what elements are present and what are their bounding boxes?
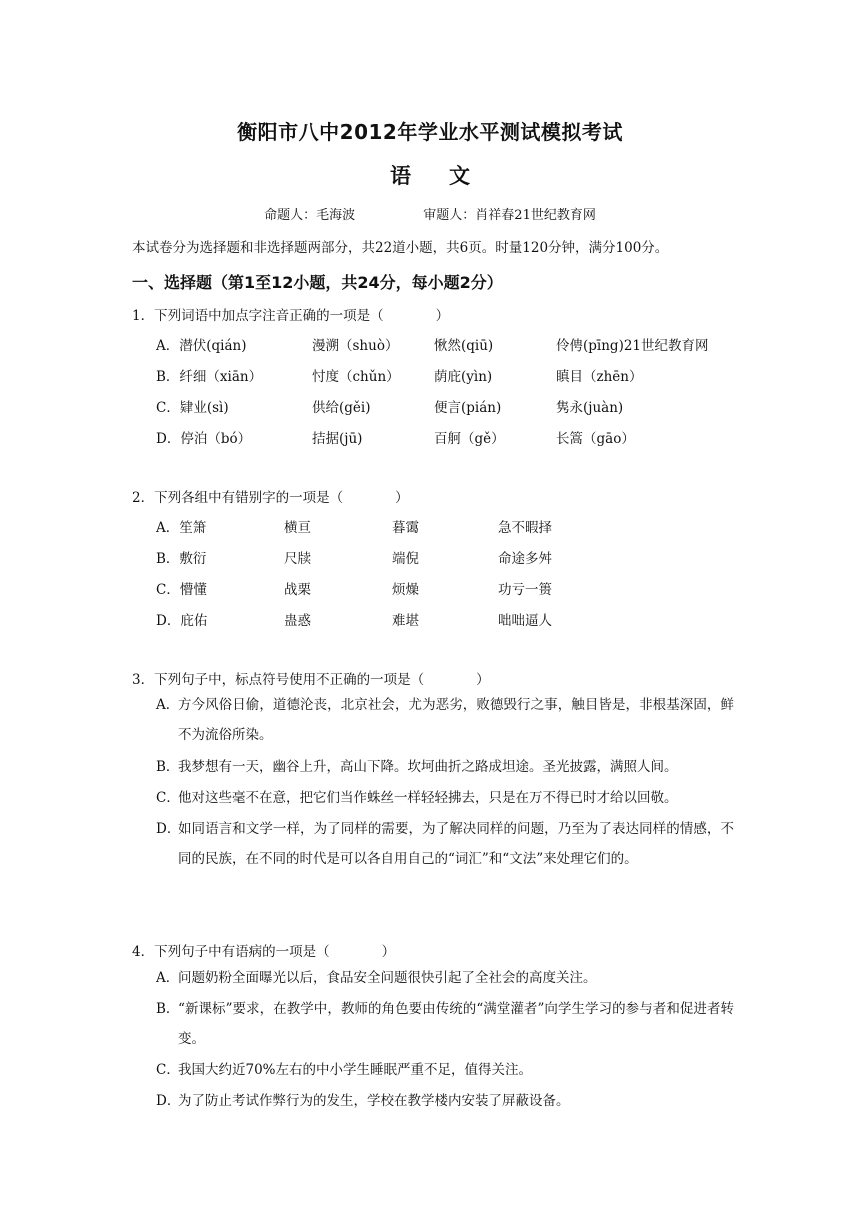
question-3-option: B． 我梦想有一天，幽谷上升，高山下降。坎坷曲折之路成坦途。圣光披露，满照人间。 [156,759,678,775]
question-3-stem: 3．下列句子中，标点符号使用不正确的一项是（ ） [132,672,490,688]
option-word: 供给(gěi) [312,400,371,416]
option-word: 急不暇择 [498,520,552,536]
option-word: 愀然(qiū) [434,338,494,354]
option-word: 百舸（gě） [434,431,505,447]
option-word: D．停泊（bó） [156,431,252,447]
option-word: C．肄业(sì) [156,400,229,416]
question-4-option: D． 为了防止考试作弊行为的发生，学校在教学楼内安装了屏蔽设备。 [156,1093,570,1109]
question-2-stem: 2．下列各组中有错别字的一项是（ ） [132,490,409,506]
question-3-option: A． 方今风俗日偷，道德沦丧，北京社会，尤为恶劣，败德毁行之事，触目皆是，非根基深固，鲜不为流俗所染。 [156,697,734,743]
question-1-stem: 1．下列词语中加点字注音正确的一项是（ ） [132,308,450,324]
option-word: 便言(pián) [434,400,502,416]
option-word: 命途多舛 [498,551,552,567]
option-word: B．纤细（xiān） [156,369,263,385]
reviewer: 审题人：肖祥春21世纪教育网 [423,208,596,223]
option-word: 难堪 [392,613,419,629]
question-4-option: B． “新课标”要求，在教学中，教师的角色要由传统的“满堂灌者”向学生学习的参与者和促进者转变。 [156,1001,734,1047]
subject-title: 语文 [390,164,508,188]
option-word: 战栗 [284,582,311,598]
option-word: 尺牍 [284,551,311,567]
question-4-stem: 4．下列句子中有语病的一项是（ ） [132,944,396,960]
option-word: 漫溯（shuò） [312,338,399,354]
option-word: 长篙（gāo） [556,431,635,447]
authors-line [0,204,860,223]
option-word: 功亏一篑 [498,582,552,598]
section-heading: 一、选择题（第1至12小题，共24分，每小题2分） [132,273,503,292]
question-4-option: C． 我国大约近70%左右的中小学生睡眠严重不足，值得关注。 [156,1062,533,1078]
option-word: 横亘 [284,520,311,536]
question-3-option: D． 如同语言和文学一样，为了同样的需要，为了解决同样的问题，乃至为了表达同样的情感，不同的民族，在不同的时代是可以各自用自己的“词汇”和“文法”来处理它们的。 [156,821,734,867]
option-word: 拮据(jū) [312,431,363,447]
option-word: A．笙箫 [156,520,207,536]
option-word: 伶俜(pīng)21世纪教育网 [556,338,709,354]
option-word: 忖度（chǔn） [312,369,400,385]
question-3-option: C． 他对这些毫不在意，把它们当作蛛丝一样轻轻拂去，只是在万不得已时才给以回敬。 [156,790,678,806]
option-word: 端倪 [392,551,419,567]
option-word: D．庇佑 [156,613,208,629]
option-word: 暮霭 [392,520,419,536]
exam-intro: 本试卷分为选择题和非选择题两部分，共22道小题，共6页。时量120分钟，满分100分。 [132,240,669,256]
author: 命题人：毛海波 [264,208,356,223]
option-word: 咄咄逼人 [498,613,552,629]
option-word: 烦燥 [392,582,419,598]
option-word: 蛊惑 [284,613,311,629]
option-word: 隽永(juàn) [556,400,624,416]
option-word: C．懵懂 [156,582,207,598]
option-word: 荫庇(yìn) [434,369,493,385]
exam-title: 衡阳市八中2012年学业水平测试模拟考试 [237,120,623,144]
option-word: 瞋目（zhēn） [556,369,643,385]
option-word: B．敷衍 [156,551,207,567]
question-4-option: A． 问题奶粉全面曝光以后，食品安全问题很快引起了全社会的高度关注。 [156,970,597,986]
option-word: A．潜伏(qián) [156,338,247,354]
